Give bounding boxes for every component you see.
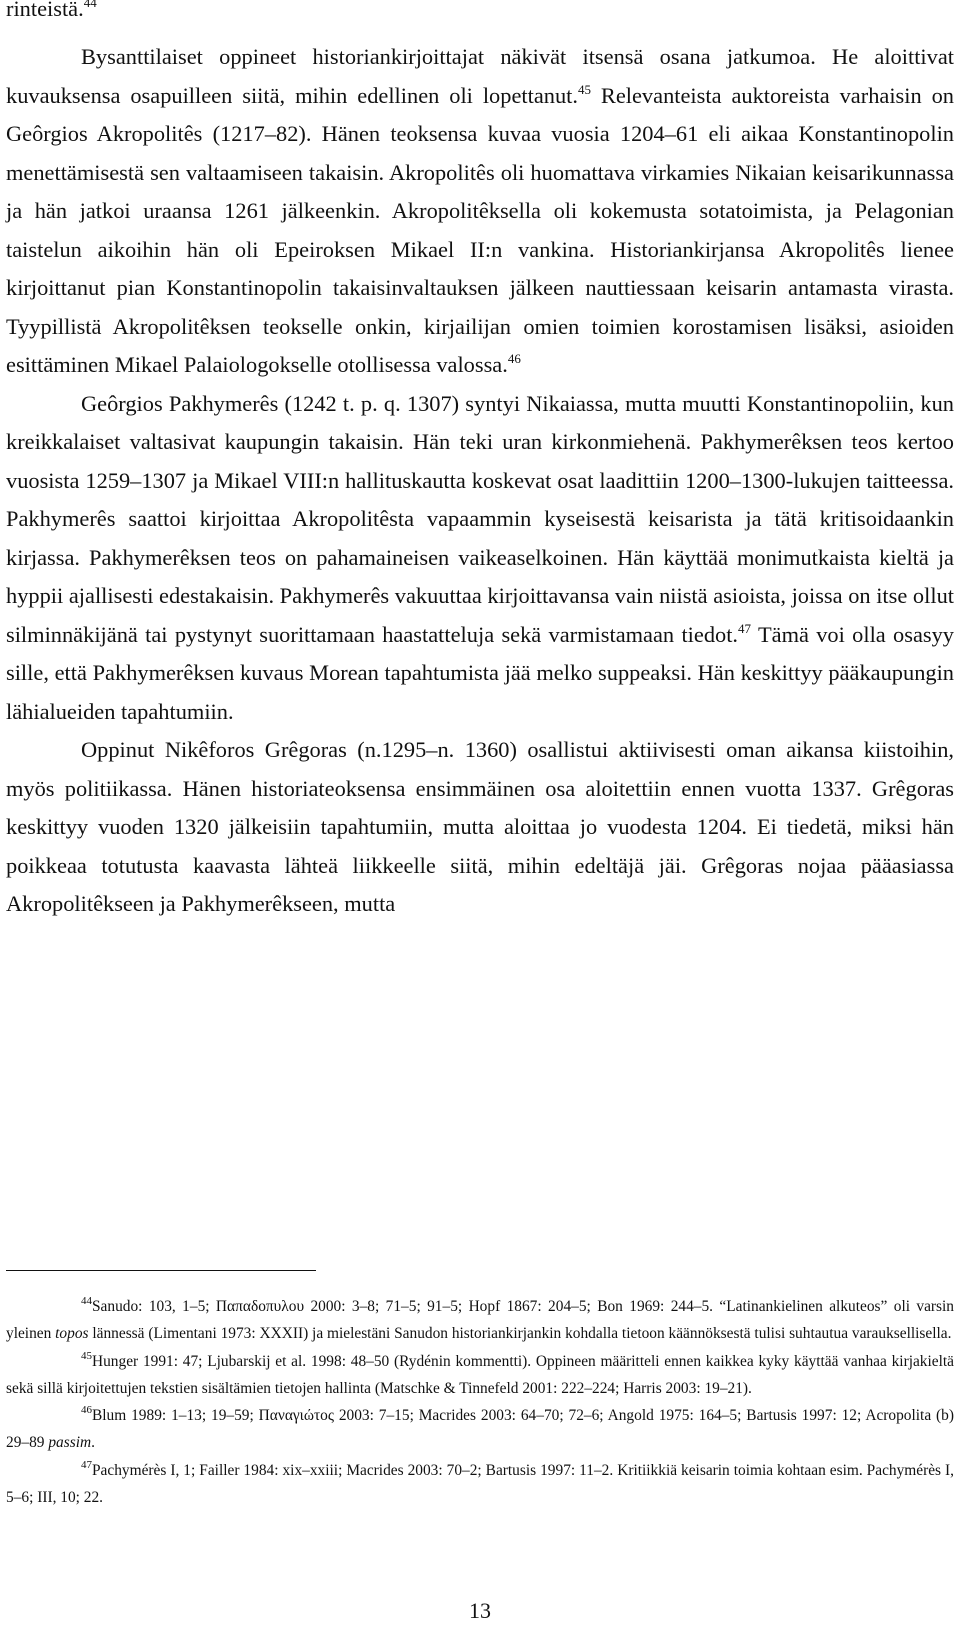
text-run: Geôrgios Pakhymerês (1242 t. p. q. 1307) syntyi Nikaiassa, mutta muutti Konstantinopoliin, kun kreikkalaiset valtasivat kaupungin takaisin. Hän teki uran kirkonmiehenä. Pakhymerêksen teos kertoo vuosista 1259–1307 ja Mikael VIII:n hallituskautta koskevat osat laadittiin 1200–1300-lukujen taitteessa. Pakhymerês saattoi kirjoittaa Akropolitêsta vapaammin kyseisestä keisarista ja tätä kritisoidaankin kirjassa. Pakhymerêksen teos on pahamaineisen vaikeaselkoinen. Hän käyttää monimutkaista kieltä ja hyppii ajallisesti edestakaisin. Pakhymerês vakuuttaa kirjoittavansa vain niistä asioista, joissa on itse ollut silminnäkijänä tai pystynyt suorittamaan haastatteluja sekä varmistamaan tiedot.: [6, 390, 954, 647]
footnote: [6, 1293, 954, 1348]
footnote-ref[interactable]: 46: [81, 1404, 92, 1417]
text-run: Relevanteista auktoreista varhaisin on Geôrgios Akropolitês (1217–82). Hänen teoksensa kuvaa vuosia 1204–61 eli aikaa Konstantinopolin menettämisestä sen valtaamiseen takaisin. Akropolitês oli huomattava virkamies Nikaian keisarikunnassa ja hän jatkoi uraansa 1261 jälkeenkin. Akropolitêksella oli kokemusta sotatoimista, ja Pelagonian taistelun aikoihin hän oli Epeiroksen Mikael II:n vankina. Historiankirjansa Akropolitês lienee kirjoittanut pian Konstantinopolin takaisinvaltauksen jälkeen nauttiessaan keisarin antamasta virasta. Tyypillistä Akropolitêksen teokselle onkin, kirjailijan omien toimien korostamisen lisäksi, asioiden esittäminen Mikael Palaiologokselle otollisessa valossa.: [6, 82, 954, 377]
paragraph: [6, 731, 954, 924]
italic-term: topos: [55, 1325, 89, 1343]
body-text: [6, 38, 954, 924]
text-run: Sanudo: 103, 1–5; Παπαδοπυλου 2000: 3–8; 71–5; 91–5; Hopf 1867: 204–5; Bon 1969: 244–5. “Latinankielinen alkuteos” oli varsin yleinen: [6, 1298, 954, 1343]
text-run: Pachymérès I, 1; Failler 1984: xix–xxiii; Macrides 2003: 70–2; Bartusis 1997: 11–2. Kritiikkiä keisarin toimia kohtaan esim. Pachymérès I, 5–6; III, 10; 22.: [6, 1461, 954, 1507]
footnote-ref[interactable]: 44: [81, 1295, 92, 1307]
footnote: [6, 1457, 954, 1512]
text-run: Bysanttilaiset oppineet historiankirjoittajat näkivät itsensä osana jatkumoa. He aloittivat kuvauksensa osapuilleen siitä, mihin edellinen oli lopettanut.: [6, 44, 954, 108]
footnote: [6, 1348, 954, 1403]
paragraph: [6, 38, 954, 385]
text-run: .: [91, 1434, 95, 1452]
footnote-ref[interactable]: 44: [83, 0, 97, 10]
footnote-ref[interactable]: 47: [81, 1458, 92, 1471]
lead-line: [6, 0, 97, 29]
footnote-ref[interactable]: 45: [577, 81, 591, 97]
text-run: Oppinut Nikêforos Grêgoras (n.1295–n. 1360) osallistui aktiivisesti oman aikansa kiistoihin, myös politiikassa. Hänen historiateoksensa ensimmäinen osa aloitettiin ennen vuotta 1337. Grêgoras keskittyy vuoden 1320 jälkeisiin tapahtumiin, mutta aloittaa jo vuodesta 1204. Ei tiedetä, miksi hän poikkeaa totutusta kaavasta lähteä liikkeelle siitä, mihin edeltäjä jäi. Grêgoras nojaa pääasiassa Akropolitêkseen ja Pakhymerêkseen, mutta: [6, 737, 954, 916]
paragraph: [6, 385, 954, 732]
footnote: [6, 1402, 954, 1457]
italic-term: passim: [48, 1434, 92, 1452]
text-run: Blum 1989: 1–13; 19–59; Παναγιώτος 2003: 7–15; Macrides 2003: 64–70; 72–6; Angold 1975: 164–5; Bartusis 1997: 12; Acropolita (b) 29–89: [6, 1407, 954, 1452]
text-run: Tämä voi olla osasyy sille, että Pakhymerêksen kuvaus Morean tapahtumista jää melko suppeaksi. Hän keskittyy pääkaupungin lähialueiden tapahtumiin.: [6, 621, 954, 724]
footnotes: [6, 1293, 954, 1511]
footnote-ref[interactable]: 47: [738, 620, 752, 636]
text-run: Hunger 1991: 47; Ljubarskij et al. 1998: 48–50 (Rydénin kommentti). Oppineen määritteli ennen kaikkea kyky käyttää vanhaa kirjakieltä sekä sillä kirjoitettujen tekstien sisältämien tietojen hallinta (Matschke & Tinnefeld 2001: 222–224; Harris 2003: 19–21).: [6, 1352, 954, 1397]
text-run: lännessä (Limentani 1973: XXXII) ja mielestäni Sanudon historiankirjankin kohdalla tietoon käännöksestä tulisi suhtautua varauksellisella.: [88, 1325, 952, 1343]
page-number: 13: [469, 1598, 491, 1623]
footnote-ref[interactable]: 46: [507, 351, 521, 366]
lead-fragment: rinteistä.: [6, 0, 84, 21]
footnote-separator: [6, 1270, 316, 1271]
footnote-ref[interactable]: 45: [81, 1349, 92, 1362]
